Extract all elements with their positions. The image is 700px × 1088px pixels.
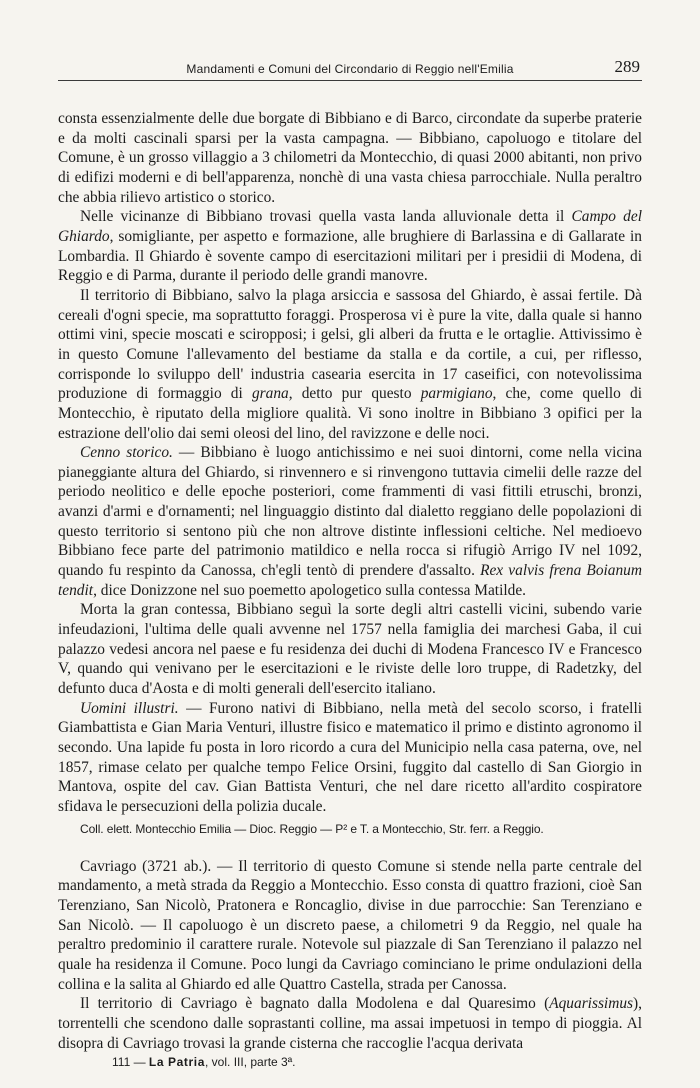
- signature-number: 111 —: [112, 1055, 149, 1069]
- paragraph-bibbiano-intro: consta essenzialmente delle due borgate di Bibbiano e di Barco, circondate da superbe praterie e da molti cascinali sparsi per la vasta campagna. — Bibbiano, capoluogo e titolare del Comune, è un grosso villaggio a 3 chilometri da Montecchio, di quasi 2000 abitanti, non privo di edifizi moderni e di bell'apparenza, nonchè di una vasta chiesa parrocchiale. Nulla peraltro che abbia rilievo artistico o storico.: [58, 110, 642, 206]
- paragraph-cenno-storico: [58, 443, 642, 600]
- paragraph-campo-ghiardo: [58, 207, 642, 286]
- running-title: Mandamenti e Comuni del Circondario di Reggio nell'Emilia: [186, 62, 514, 76]
- text-run: , somigliante, per aspetto e formazione, alle brughiere di Barlassina e di Gallarate in Lombardia. Il Ghiardo è sovente campo di esercitazioni militari per i presidii di Modena, di Reggio e di Parma, durante il periodo delle grandi manovre.: [58, 227, 642, 285]
- paragraph-gran-contessa: Morta la gran contessa, Bibbiano seguì la sorte degli altri castelli vicini, subendo varie infeudazioni, l'ultima delle quali avvenne nel 1757 nella famiglia dei marchesi Gaba, il cui palazzo vedesi ancora nel paese e fu residenza dei duchi di Modena Francesco IV e Francesco V, quando qui venivano per le esercitazioni e le riviste delle loro truppe, di Radetzky, del defunto duca d'Aosta e di molti generali dell'esercito italiano.: [58, 601, 642, 698]
- signature-footer: [112, 1055, 296, 1069]
- text-run: , detto pur questo: [288, 385, 421, 403]
- italic-term: Aquarissimus: [549, 995, 634, 1013]
- section-heading: Uomini illustri.: [80, 699, 179, 717]
- latin-quote: Rex valvis frena Boianum tendit: [58, 562, 642, 599]
- text-run: — Bibbiano è luogo antichissimo e nei suoi dintorni, come nella vicina pianeggiante altura del Ghiardo, si rinvennero e si rinvengono tuttavia cimelii delle razze del periodo neolitico e delle epoche posteriori, come frammenti di vasi fittili etruschi, bronzi, avanzi d'armi e d'ornamenti; nel linguaggio distinto dal dialetto reggiano delle popolazioni di questo territorio si sentono più che non altrove distinte inflessioni celtiche. Nel medioevo Bibbiano fece parte del patrimonio matildico e nella rocca si rifugiò Arrigo IV nel 1092, quando fu respinto da Canossa, ch'egli tentò di prendere d'assalto.: [58, 444, 642, 580]
- text-run: , che, come quello di Montecchio, è riputato della migliore qualità. Vi sono inoltre in Bibbiano 3 opifici per la estrazione dell'olio dai semi oleosi del lino, del ravizzone e delle noci.: [58, 385, 642, 442]
- paragraph-cavriago: Cavriago (3721 ab.). — Il territorio di questo Comune si stende nella parte centrale del mandamento, a metà strada da Reggio a Montecchio. Esso consta di quattro frazioni, cioè San Terenziano, San Nicolò, Pratonera e Roncaglio, divise in due parrocchie: San Terenziano e San Nicolò. — Il capoluogo è un discreto paese, a chilometri 9 da Reggio, nel quale ha peraltro predominio il carattere rurale. Notevole sul piazzale di San Terenziano il palazzo nel quale ha residenza il Comune. Poco lungi da Cavriago cominciano le prime ondulazioni della collina e la salita al Ghiardo ed alle Quattro Castella, strada per Canossa.: [58, 857, 642, 993]
- text-run: — Furono nativi di Bibbiano, nella metà del secolo scorso, i fratelli Giambattista e Gian Maria Venturi, illustre fisico e matematico il primo e distinto agronomo il secondo. Una lapide fu posta in loro ricordo a cura del Municipio nella casa paterna, ove, nel 1857, rimase celato per qualche tempo Felice Orsini, fuggito dal castello di San Giorgio in Mantova, ospite del cav. Gian Battista Venturi, che nel dare ricetto all'ardito cospiratore sfidava le persecuzioni della polizia ducale.: [58, 699, 643, 815]
- text-run: ), torrentelli che scendono dalle soprastanti colline, ma assai impetuosi in tempo di pioggia. Al disopra di Cavriago trovasi la grande cisterna che raccoglie l'acqua derivata: [58, 995, 642, 1052]
- page-number: 289: [614, 57, 640, 76]
- body-text: [58, 109, 642, 1053]
- administrative-note: Coll. elett. Montecchio Emilia — Dioc. Reggio — P² e T. a Montecchio, Str. ferr. a Reggio.: [80, 821, 544, 836]
- italic-term: grana: [251, 385, 289, 403]
- section-heading: Cenno storico.: [80, 444, 173, 462]
- italic-term: parmigiano: [420, 385, 493, 403]
- running-header: [58, 58, 642, 81]
- paragraph-uomini-illustri: [58, 699, 642, 817]
- paragraph-territorio-cavriago: [58, 994, 642, 1053]
- text-run: Nelle vicinanze di Bibbiano trovasi quella vasta landa alluvionale detta il: [80, 208, 572, 226]
- text-run: , dice Donizzone nel suo poemetto apologetico sulla contessa Matilde.: [93, 581, 527, 599]
- paragraph-territorio-bibbiano: [58, 286, 642, 443]
- publication-title: La Patria: [148, 1055, 206, 1069]
- text-run: Il territorio di Cavriago è bagnato dalla Modolena e dal Quaresimo (: [80, 995, 550, 1013]
- publication-details: , vol. III, parte 3ª.: [205, 1055, 296, 1069]
- text-run: Il territorio di Bibbiano, salvo la plaga arsiccia e sassosa del Ghiardo, è assai fertile. Dà cereali d'ogni specie, ma soprattutto foraggi. Prosperosa vi è pure la vite, dalla quale si hanno ottimi vini, specie moscati e sciropposi; i gelsi, gli alberi da frutta e le ortaglie. Attivissimo è in questo Comune l'allevamento del bestiame da stalla e da cortile, a cui, per riflesso, corrisponde lo sviluppo dell' industria casearia esercita in 17 caseifici, con notevolissima produzione di formaggio di: [58, 286, 642, 403]
- italic-term: Campo del Ghiardo: [58, 208, 642, 245]
